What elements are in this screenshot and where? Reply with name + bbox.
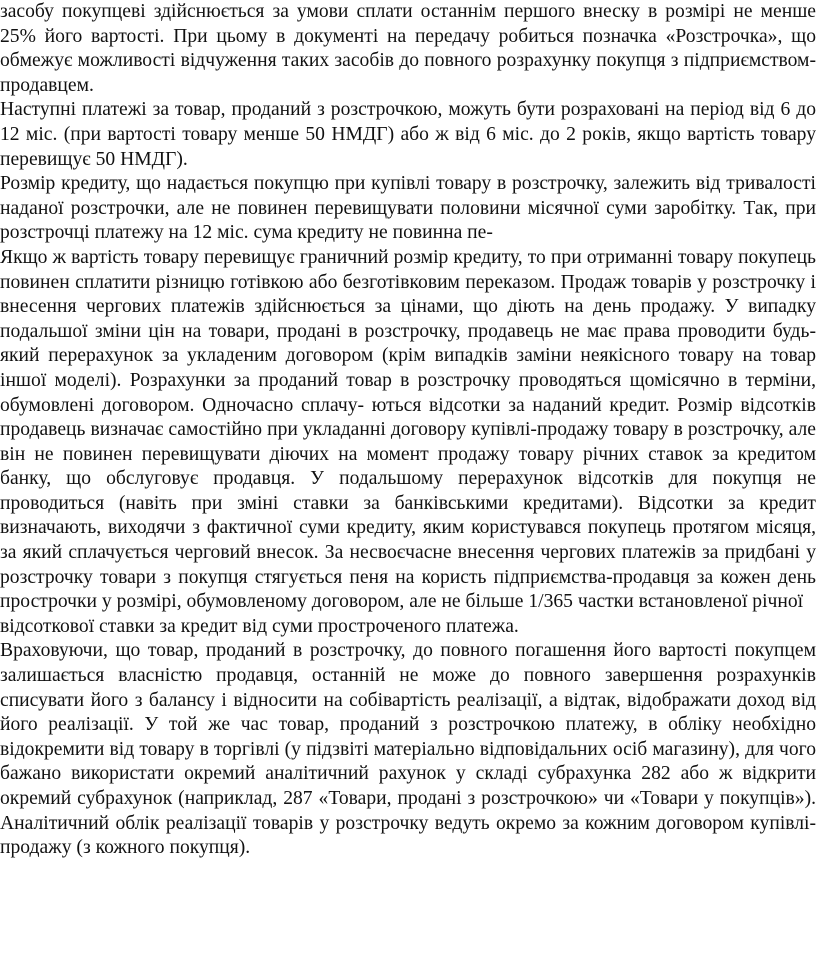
paragraph-subsequent-payments: Наступні платежі за товар, проданий з розстрочкою, можуть бути розраховані на період від 6 до 12 міс. (при вартості товару менше 50 НМДГ) або ж від 6 міс. до 2 років, якщо вартість товару перевищує 50 НМДГ). [0, 99, 816, 170]
paragraph-price-and-interest: Якщо ж вартість товару перевищує граничний розмір кредиту, то при отриманні товару покупець повинен сплатити різницю готівкою або безготівковим переказом. Продаж товарів у розстрочку і внесення чергових платежів здійснюється за цінами, що діють на день продажу. У випадку подальшої зміни цін на товари, продані в розстрочку, продавець не має права проводити будь-який перерахунок за укладеним договором (крім випадків заміни неякісного товару на товар іншої моделі). Розрахунки за проданий товар в розстрочку проводяться щомісячно в терміни, обумовлені договором. Одночасно сплачу- ються відсотки за наданий кредит. Розмір відсотків продавець визначає самостійно при укладанні договору купівлі-продажу товару в розстрочку, але він не повинен перевищувати діючих на момент продажу товару річних ставок за кредитом банку, що обслуговує продавця. У подальшому перерахунок відсотків для покупця не проводиться (навіть при зміні ставки за банківськими кредитами). Відсотки за кредит визначають, виходячи з фактичної суми кредиту, яким користувався покупець протягом місяця, за який сплачується черговий внесок. За несвоєчасне внесення чергових платежів за придбані у розстрочку товари з покупця стягується пеня на користь підприємства-продавця за кожен день прострочки у розмірі, обумовленому договором, але не більше 1/365 частки встановленої річної [0, 246, 816, 613]
paragraph-installment-first-payment: засобу покупцеві здійснюється за умови сплати останнім першого внеску в розмірі не менше 25% його вартості. При цьому в документі на передачу робиться позначка «Розстрочка», що обмежує можливості відчуження таких засобів до повного розрахунку покупця з підприємством-продавцем. [0, 1, 816, 96]
paragraph-accounting-treatment: Враховуючи, що товар, проданий в розстрочку, до повного погашення його вартості покупцем залишається власністю продавця, останній не може до повного завершення розрахунків списувати його з балансу і відносити на собівартість реалізації, а відтак, відображати доход від його реалізації. У той же час товар, проданий з розстрочкою платежу, в обліку необхідно відокремити від товару в торгівлі (у підзвіті матеріально відповідальних осіб магазину), для чого бажано використати окремий аналітичний рахунок у складі субрахунка 282 або ж відкрити окремий субрахунок (наприклад, 287 «Товари, продані з розстрочкою» чи «Товари у покупців»). Аналітичний облік реалізації товарів у розстрочку ведуть окремо за кожним договором купівлі-продажу (з кожного покупця). [0, 640, 816, 859]
paragraph-interest-rate-continuation: відсоткової ставки за кредит від суми простроченого платежа. [0, 615, 519, 637]
paragraph-credit-size: Розмір кредиту, що надається покупцю при купівлі товару в розстрочку, залежить від тривалості наданої розстрочки, але не повинен перевищувати половини місячної суми заробітку. Так, при розстрочці платежу на 12 міс. сума кредиту не повинна пе- [0, 173, 816, 244]
